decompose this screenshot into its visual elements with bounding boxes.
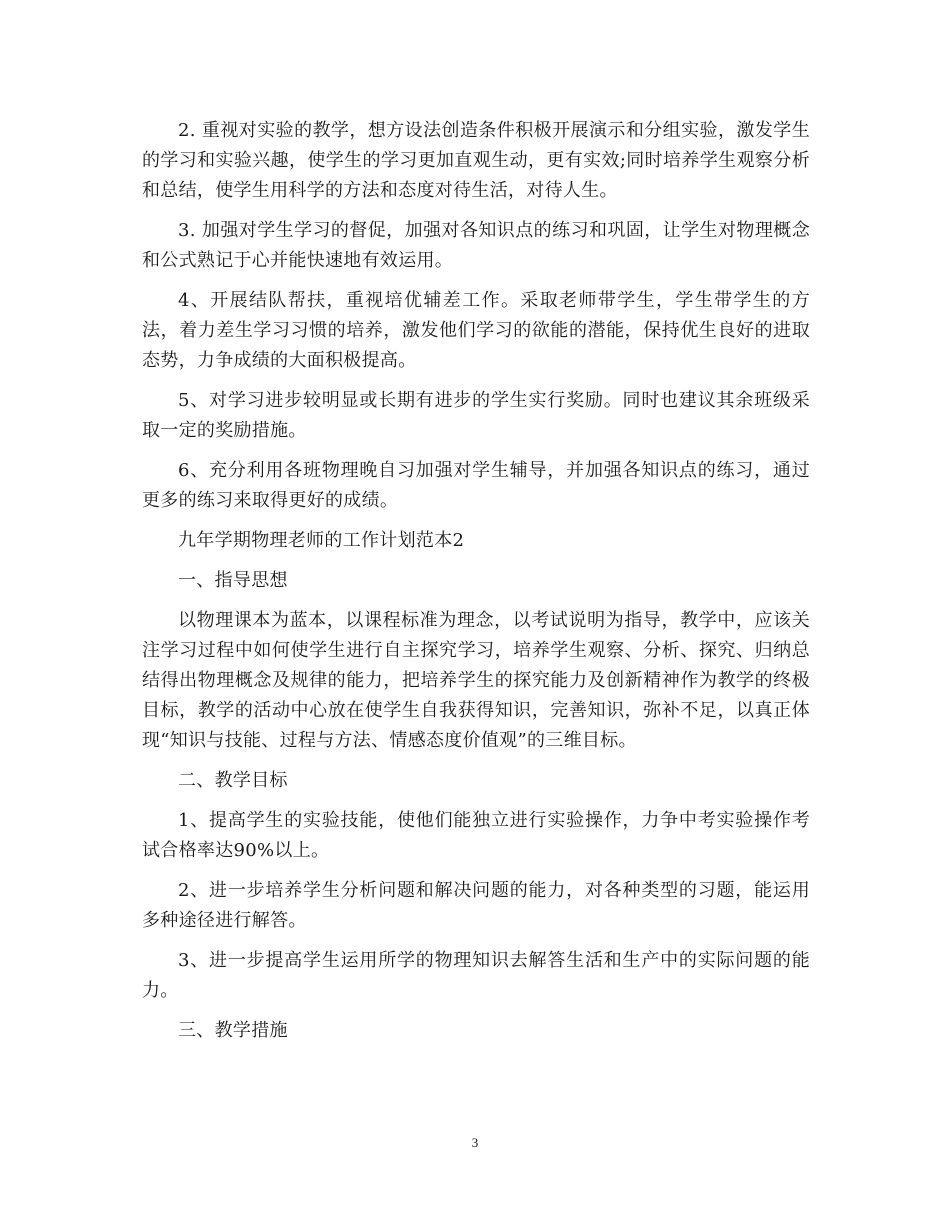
paragraph-item-6: 6、充分利用各班物理晚自习加强对学生辅导，并加强各知识点的练习，通过更多的练习来取得更好的成绩。 (142, 460, 810, 511)
heading-guiding-ideology: 一、指导思想 (178, 570, 288, 591)
paragraph-guiding-ideology: 以物理课本为蓝本，以课程标准为理念，以考试说明为指导，教学中，应该关注学习过程中如何使学生进行自主探究学习，培养学生观察、分析、探究、归纳总结得出物理概念及规律的能力，把培养学生的探究能力及创新精神作为教学的终极目标，教学的活动中心放在使学生自我获得知识，完善知识，弥补不足，以真正体现“知识与技能、过程与方法、情感态度价值观”的三维目标。 (142, 610, 810, 751)
heading-teaching-measures: 三、教学措施 (178, 1020, 288, 1041)
goal-item-3: 3、进一步提高学生运用所学的物理知识去解答生活和生产中的实际问题的能力。 (142, 950, 810, 1001)
paragraph-item-3: 3. 加强对学生学习的督促，加强对各知识点的练习和巩固，让学生对物理概念和公式熟记于心并能快速地有效运用。 (142, 220, 810, 271)
paragraph-item-4: 4、开展结队帮扶，重视培优辅差工作。采取老师带学生，学生带学生的方法，着力差生学习习惯的培养，激发他们学习的欲能的潜能，保持优生良好的进取态势，力争成绩的大面积极提高。 (142, 290, 810, 371)
document-body (142, 116, 810, 1056)
paragraph-item-5: 5、对学习进步较明显或长期有进步的学生实行奖励。同时也建议其余班级采取一定的奖励措施。 (142, 390, 810, 441)
paragraph-item-2: 2. 重视对实验的教学，想方设法创造条件积极开展演示和分组实验，激发学生的学习和实验兴趣，使学生的学习更加直观生动，更有实效;同时培养学生观察分析和总结，使学生用科学的方法和态度对待生活，对待人生。 (142, 120, 810, 201)
goal-item-1: 1、提高学生的实验技能，使他们能独立进行实验操作，力争中考实验操作考试合格率达90%以上。 (142, 810, 810, 861)
section-title: 九年学期物理老师的工作计划范本2 (178, 530, 465, 551)
goal-item-2: 2、进一步培养学生分析问题和解决问题的能力，对各种类型的习题，能运用多种途径进行解答。 (142, 880, 810, 931)
page-number: 3 (471, 1135, 479, 1150)
heading-teaching-goals: 二、教学目标 (178, 770, 288, 791)
